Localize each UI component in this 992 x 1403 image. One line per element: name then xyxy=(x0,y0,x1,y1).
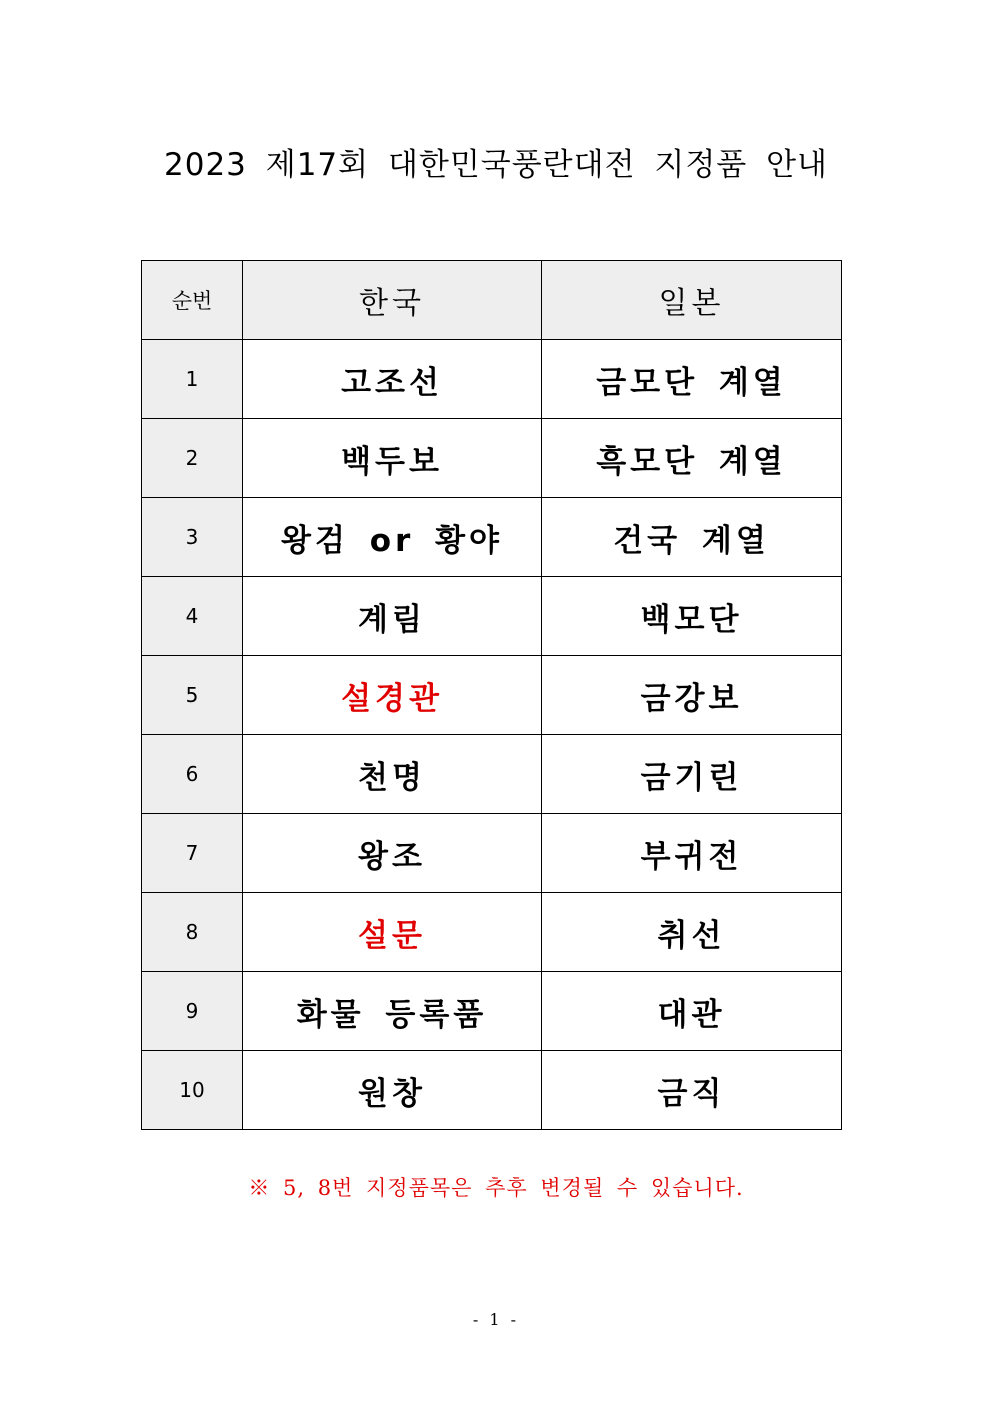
korea-item: 설문 xyxy=(243,893,542,972)
header-no: 순번 xyxy=(142,261,243,340)
table-row xyxy=(142,419,842,498)
row-number: 5 xyxy=(142,656,243,735)
row-number: 9 xyxy=(142,972,243,1051)
japan-item: 부귀전 xyxy=(542,814,842,893)
korea-item: 원창 xyxy=(243,1051,542,1130)
japan-item: 건국 계열 xyxy=(542,498,842,577)
row-number: 3 xyxy=(142,498,243,577)
korea-item: 고조선 xyxy=(243,340,542,419)
designated-items-table xyxy=(141,260,842,1130)
table-row xyxy=(142,1051,842,1130)
table-row xyxy=(142,735,842,814)
korea-item: 화물 등록품 xyxy=(243,972,542,1051)
row-number: 7 xyxy=(142,814,243,893)
header-korea: 한국 xyxy=(243,261,542,340)
table-row xyxy=(142,340,842,419)
korea-item: 천명 xyxy=(243,735,542,814)
japan-item: 대관 xyxy=(542,972,842,1051)
korea-item: 왕검 or 황야 xyxy=(243,498,542,577)
page-number: - 1 - xyxy=(472,1310,520,1329)
korea-item: 왕조 xyxy=(243,814,542,893)
japan-item: 백모단 xyxy=(542,577,842,656)
row-number: 1 xyxy=(142,340,243,419)
row-number: 10 xyxy=(142,1051,243,1130)
japan-item: 금모단 계열 xyxy=(542,340,842,419)
row-number: 6 xyxy=(142,735,243,814)
change-notice: ※ 5, 8번 지정품목은 추후 변경될 수 있습니다. xyxy=(248,1176,744,1200)
table-row xyxy=(142,577,842,656)
korea-item: 설경관 xyxy=(243,656,542,735)
korea-item: 백두보 xyxy=(243,419,542,498)
japan-item: 금강보 xyxy=(542,656,842,735)
table-header-row xyxy=(142,261,842,340)
table-row xyxy=(142,656,842,735)
header-japan: 일본 xyxy=(542,261,842,340)
table-row xyxy=(142,893,842,972)
japan-item: 취선 xyxy=(542,893,842,972)
table-row xyxy=(142,972,842,1051)
table-row xyxy=(142,814,842,893)
japan-item: 금기린 xyxy=(542,735,842,814)
japan-item: 금직 xyxy=(542,1051,842,1130)
row-number: 4 xyxy=(142,577,243,656)
table-row xyxy=(142,498,842,577)
korea-item: 계림 xyxy=(243,577,542,656)
japan-item: 흑모단 계열 xyxy=(542,419,842,498)
row-number: 2 xyxy=(142,419,243,498)
document-title: 2023 제17회 대한민국풍란대전 지정품 안내 xyxy=(164,147,828,183)
row-number: 8 xyxy=(142,893,243,972)
